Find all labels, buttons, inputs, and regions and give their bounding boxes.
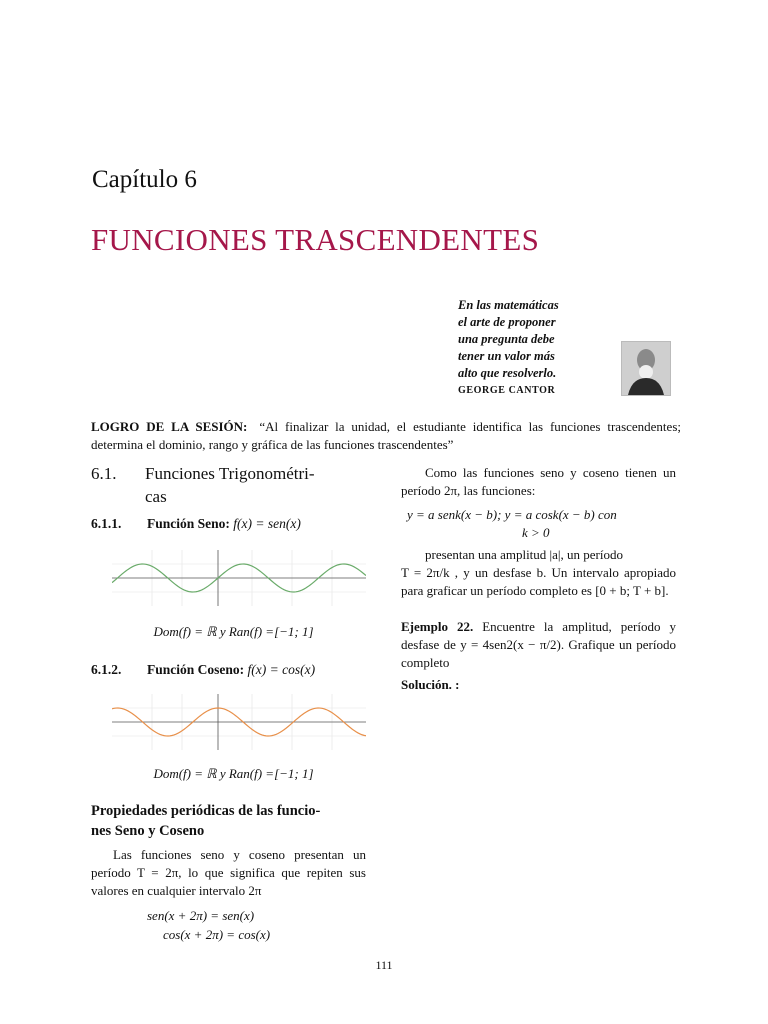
session-goal-text: “Al finalizar la unidad, el estudiante identifica las funciones trascendentes; determina el dominio, rango y gráfica de las funciones trascendentes” [91, 419, 681, 452]
subsection-title: Función Seno: [147, 516, 230, 531]
session-goal [91, 418, 681, 454]
subsection-coseno [91, 662, 315, 678]
session-goal-label: LOGRO DE LA SESIÓN: [91, 419, 248, 434]
solution-label: Solución. : [401, 677, 460, 692]
quote-line: tener un valor más [458, 349, 555, 363]
coseno-domain-range: Dom(f) = ℝ y Ran(f) =[−1; 1] [153, 766, 314, 781]
quote-line: En las matemáticas [458, 298, 559, 312]
section-title-line2: cas [145, 487, 167, 506]
cosine-graph [112, 694, 366, 750]
sine-graph [112, 550, 366, 606]
seno-domain-range: Dom(f) = ℝ y Ran(f) =[−1; 1] [153, 624, 314, 639]
subsection-number: 6.1.2. [91, 662, 122, 677]
subsection-formula: f(x) = cos(x) [247, 662, 316, 677]
subsection-title: Función Coseno: [147, 662, 245, 677]
subsection-seno [91, 516, 301, 532]
quote-line: una pregunta debe [458, 332, 555, 346]
general-formula: y = a senk(x − b); y = a cosk(x − b) con [407, 507, 617, 522]
subsection-number: 6.1.1. [91, 516, 122, 531]
equation-cosine-period: cos(x + 2π) = cos(x) [163, 927, 271, 942]
general-condition: k > 0 [522, 525, 550, 540]
section-title-line1: Funciones Trigonométri- [145, 464, 315, 483]
quote-line: el arte de proponer [458, 315, 556, 329]
quote-author: GEORGE CANTOR [458, 385, 556, 396]
example-label: Ejemplo 22. [401, 619, 474, 634]
portrait-image [621, 341, 671, 396]
section-number: 6.1. [91, 464, 117, 483]
epigraph [458, 297, 618, 399]
right-paragraph-2: presentan una amplitud |a|, un período T = 2π/k , y un desfase b. Un intervalo apropiado para graficar un período completo es [0 + b; T + b]. [401, 547, 676, 598]
properties-paragraph: Las funciones seno y coseno presentan un período T = 2π, lo que significa que repiten sus valores en cualquier intervalo 2π [91, 847, 366, 898]
page-number: 111 [375, 958, 393, 972]
example-22 [401, 618, 676, 672]
section-heading [91, 462, 376, 508]
quote-line: alto que resolverlo. [458, 366, 557, 380]
chapter-label: Capítulo 6 [92, 166, 197, 193]
chapter-title: FUNCIONES TRASCENDENTES [91, 222, 540, 257]
example-text: Encuentre la amplitud, período y desfase de y = 4sen2(x − π/2). Grafique un período completo [401, 619, 676, 670]
subsection-formula: f(x) = sen(x) [233, 516, 301, 531]
right-paragraph-1: Como las funciones seno y coseno tienen un período 2π, las funciones: [401, 465, 676, 498]
properties-heading: Propiedades periódicas de las funcio- nes Seno y Coseno [91, 803, 321, 839]
equation-sine-period: sen(x + 2π) = sen(x) [147, 908, 255, 923]
